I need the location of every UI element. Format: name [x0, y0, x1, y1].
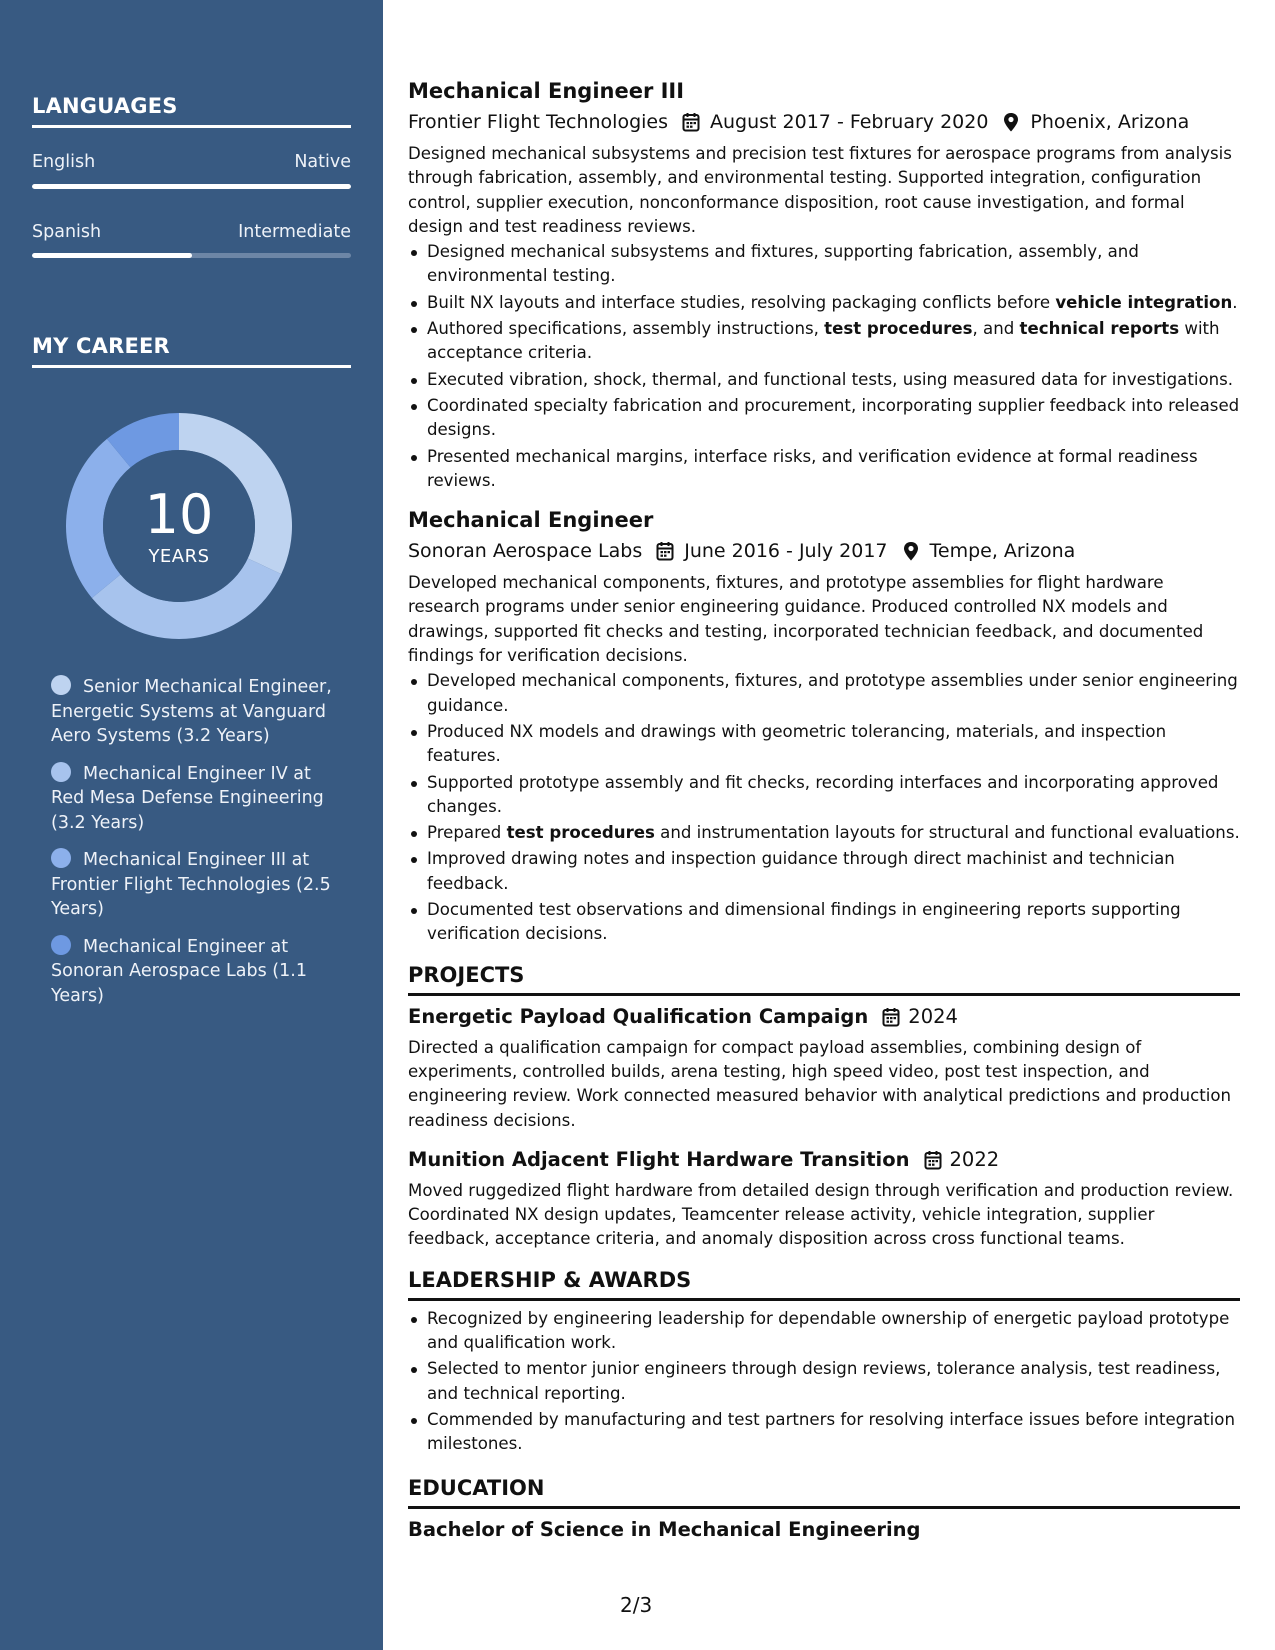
page-number: 2/3 — [620, 1593, 653, 1617]
project-title-row — [408, 1145, 1240, 1175]
experience-entry — [408, 76, 1240, 493]
sidebar — [0, 0, 383, 1650]
projects-heading: PROJECTS — [408, 961, 1240, 996]
job-bullet: Authored specifications, assembly instructions, test procedures, and technical reports with acceptance criteria. — [408, 317, 1240, 366]
calendar-icon — [682, 112, 700, 132]
career-total-years: 10 — [144, 482, 214, 546]
project-title: Energetic Payload Qualification Campaign — [408, 1004, 869, 1028]
career-donut-chart — [66, 413, 292, 639]
job-meta — [408, 106, 1240, 138]
experience-entry — [408, 505, 1240, 946]
job-bullet: Developed mechanical components, fixtures, and prototype assemblies under senior engineering guidance. — [408, 669, 1240, 718]
job-bullet: Coordinated specialty fabrication and procurement, incorporating supplier feedback into released designs. — [408, 394, 1240, 443]
legend-label: Senior Mechanical Engineer, Energetic Systems at Vanguard Aero Systems (3.2 Years) — [51, 677, 332, 746]
job-bullet: Executed vibration, shock, thermal, and functional tests, using measured data for investigations. — [408, 368, 1240, 392]
job-dates: August 2017 - February 2020 — [710, 111, 989, 133]
education-degree: Bachelor of Science in Mechanical Engineering — [408, 1518, 921, 1542]
languages-heading: LANGUAGES — [32, 94, 351, 128]
language-bar-english — [32, 184, 351, 189]
job-bullet: Designed mechanical subsystems and fixtures, supporting fabrication, assembly, and environmental testing. — [408, 240, 1240, 289]
project-entry — [408, 1145, 1240, 1252]
leadership-heading: LEADERSHIP & AWARDS — [408, 1266, 1240, 1301]
language-fill-spanish — [32, 253, 192, 258]
main-content — [408, 76, 1240, 1545]
job-bullet: Documented test observations and dimensional findings in engineering reports supporting verification decisions. — [408, 898, 1240, 947]
legend-label: Mechanical Engineer III at Frontier Flight Technologies (2.5 Years) — [51, 850, 331, 919]
job-title: Mechanical Engineer — [408, 508, 654, 533]
company-name: Sonoran Aerospace Labs — [408, 540, 643, 563]
legend-label: Mechanical Engineer IV at Red Mesa Defense Engineering (3.2 Years) — [51, 763, 324, 833]
legend-dot — [51, 675, 71, 695]
project-description: Moved ruggedized flight hardware from detailed design through verification and production review. Coordinated NX design updates, Teamcenter release activity, vehicle integration, supplier feedback, acceptance criteria, and anomaly disposition across cross functional teams. — [408, 1180, 1234, 1249]
job-bullet: Supported prototype assembly and fit checks, recording interfaces and incorporating approved changes. — [408, 771, 1240, 820]
job-dates: June 2016 - July 2017 — [684, 540, 888, 563]
project-description: Directed a qualification campaign for compact payload assemblies, combining design of experiments, controlled builds, arena testing, high speed video, post test inspection, and engineering review. Work connected measured behavior with analytical predictions and production readiness decisions. — [408, 1037, 1232, 1130]
donut-center — [66, 413, 292, 639]
job-bullet: Produced NX models and drawings with geometric tolerancing, materials, and inspection features. — [408, 720, 1240, 769]
legend-dot — [51, 848, 71, 868]
job-summary: Designed mechanical subsystems and precision test fixtures for aerospace programs from analysis through fabrication, assembly, and environmental testing. Supported integration, configuration control, supplier execution, nonconformance disposition, root cause investigation, and formal design and test readiness reviews. — [408, 144, 1232, 236]
map-pin-icon — [902, 541, 920, 561]
language-name: Spanish — [32, 222, 102, 242]
language-level: Native — [294, 152, 351, 172]
language-row-spanish — [32, 222, 351, 242]
legend-dot — [51, 762, 71, 782]
language-fill-english — [32, 184, 351, 189]
calendar-icon — [882, 1007, 900, 1027]
job-bullet: Prepared test procedures and instrumentation layouts for structural and functional evaluations. — [408, 821, 1240, 845]
career-total-unit: YEARS — [148, 545, 210, 567]
legend-item — [51, 935, 341, 1009]
map-pin-icon — [1002, 112, 1020, 132]
job-bullets — [408, 669, 1240, 946]
calendar-icon — [656, 541, 674, 561]
project-title-row — [408, 1002, 1240, 1032]
legend-item — [51, 848, 341, 922]
calendar-icon — [924, 1150, 942, 1170]
leadership-bullets — [408, 1307, 1240, 1457]
legend-label: Mechanical Engineer at Sonoran Aerospace Labs (1.1 Years) — [51, 936, 307, 1006]
legend-item — [51, 762, 341, 836]
project-year: 2022 — [949, 1147, 1000, 1171]
project-entry — [408, 1002, 1240, 1133]
company-name: Frontier Flight Technologies — [408, 111, 669, 133]
job-location: Tempe, Arizona — [929, 540, 1076, 563]
language-level: Intermediate — [238, 222, 351, 242]
job-location: Phoenix, Arizona — [1030, 111, 1190, 133]
legend-dot — [51, 935, 71, 955]
legend-item — [51, 675, 341, 749]
education-heading: EDUCATION — [408, 1474, 1240, 1509]
job-bullets — [408, 240, 1240, 493]
job-bullet: Presented mechanical margins, interface risks, and verification evidence at formal readiness reviews. — [408, 445, 1240, 494]
job-meta — [408, 535, 1240, 567]
project-title: Munition Adjacent Flight Hardware Transition — [408, 1147, 910, 1171]
job-title: Mechanical Engineer III — [408, 79, 685, 103]
language-name: English — [32, 152, 96, 172]
language-bar-spanish — [32, 253, 351, 258]
leadership-bullet: Recognized by engineering leadership for dependable ownership of energetic payload prototype and qualification work. — [408, 1307, 1240, 1356]
career-legend — [51, 675, 341, 1021]
leadership-bullet: Selected to mentor junior engineers through design reviews, tolerance analysis, test readiness, and technical reporting. — [408, 1357, 1240, 1406]
language-row-english — [32, 152, 351, 172]
job-bullet: Improved drawing notes and inspection guidance through direct machinist and technician feedback. — [408, 847, 1240, 896]
job-summary: Developed mechanical components, fixtures, and prototype assemblies for flight hardware research programs under senior engineering guidance. Produced controlled NX models and drawings, supported fit checks and testing, incorporated technician feedback, and documented findings for verification decisions. — [408, 573, 1204, 666]
career-heading: MY CAREER — [32, 334, 351, 368]
project-year: 2024 — [908, 1004, 958, 1028]
leadership-bullet: Commended by manufacturing and test partners for resolving interface issues before integration milestones. — [408, 1408, 1240, 1457]
job-bullet: Built NX layouts and interface studies, resolving packaging conflicts before vehicle integration. — [408, 291, 1240, 315]
